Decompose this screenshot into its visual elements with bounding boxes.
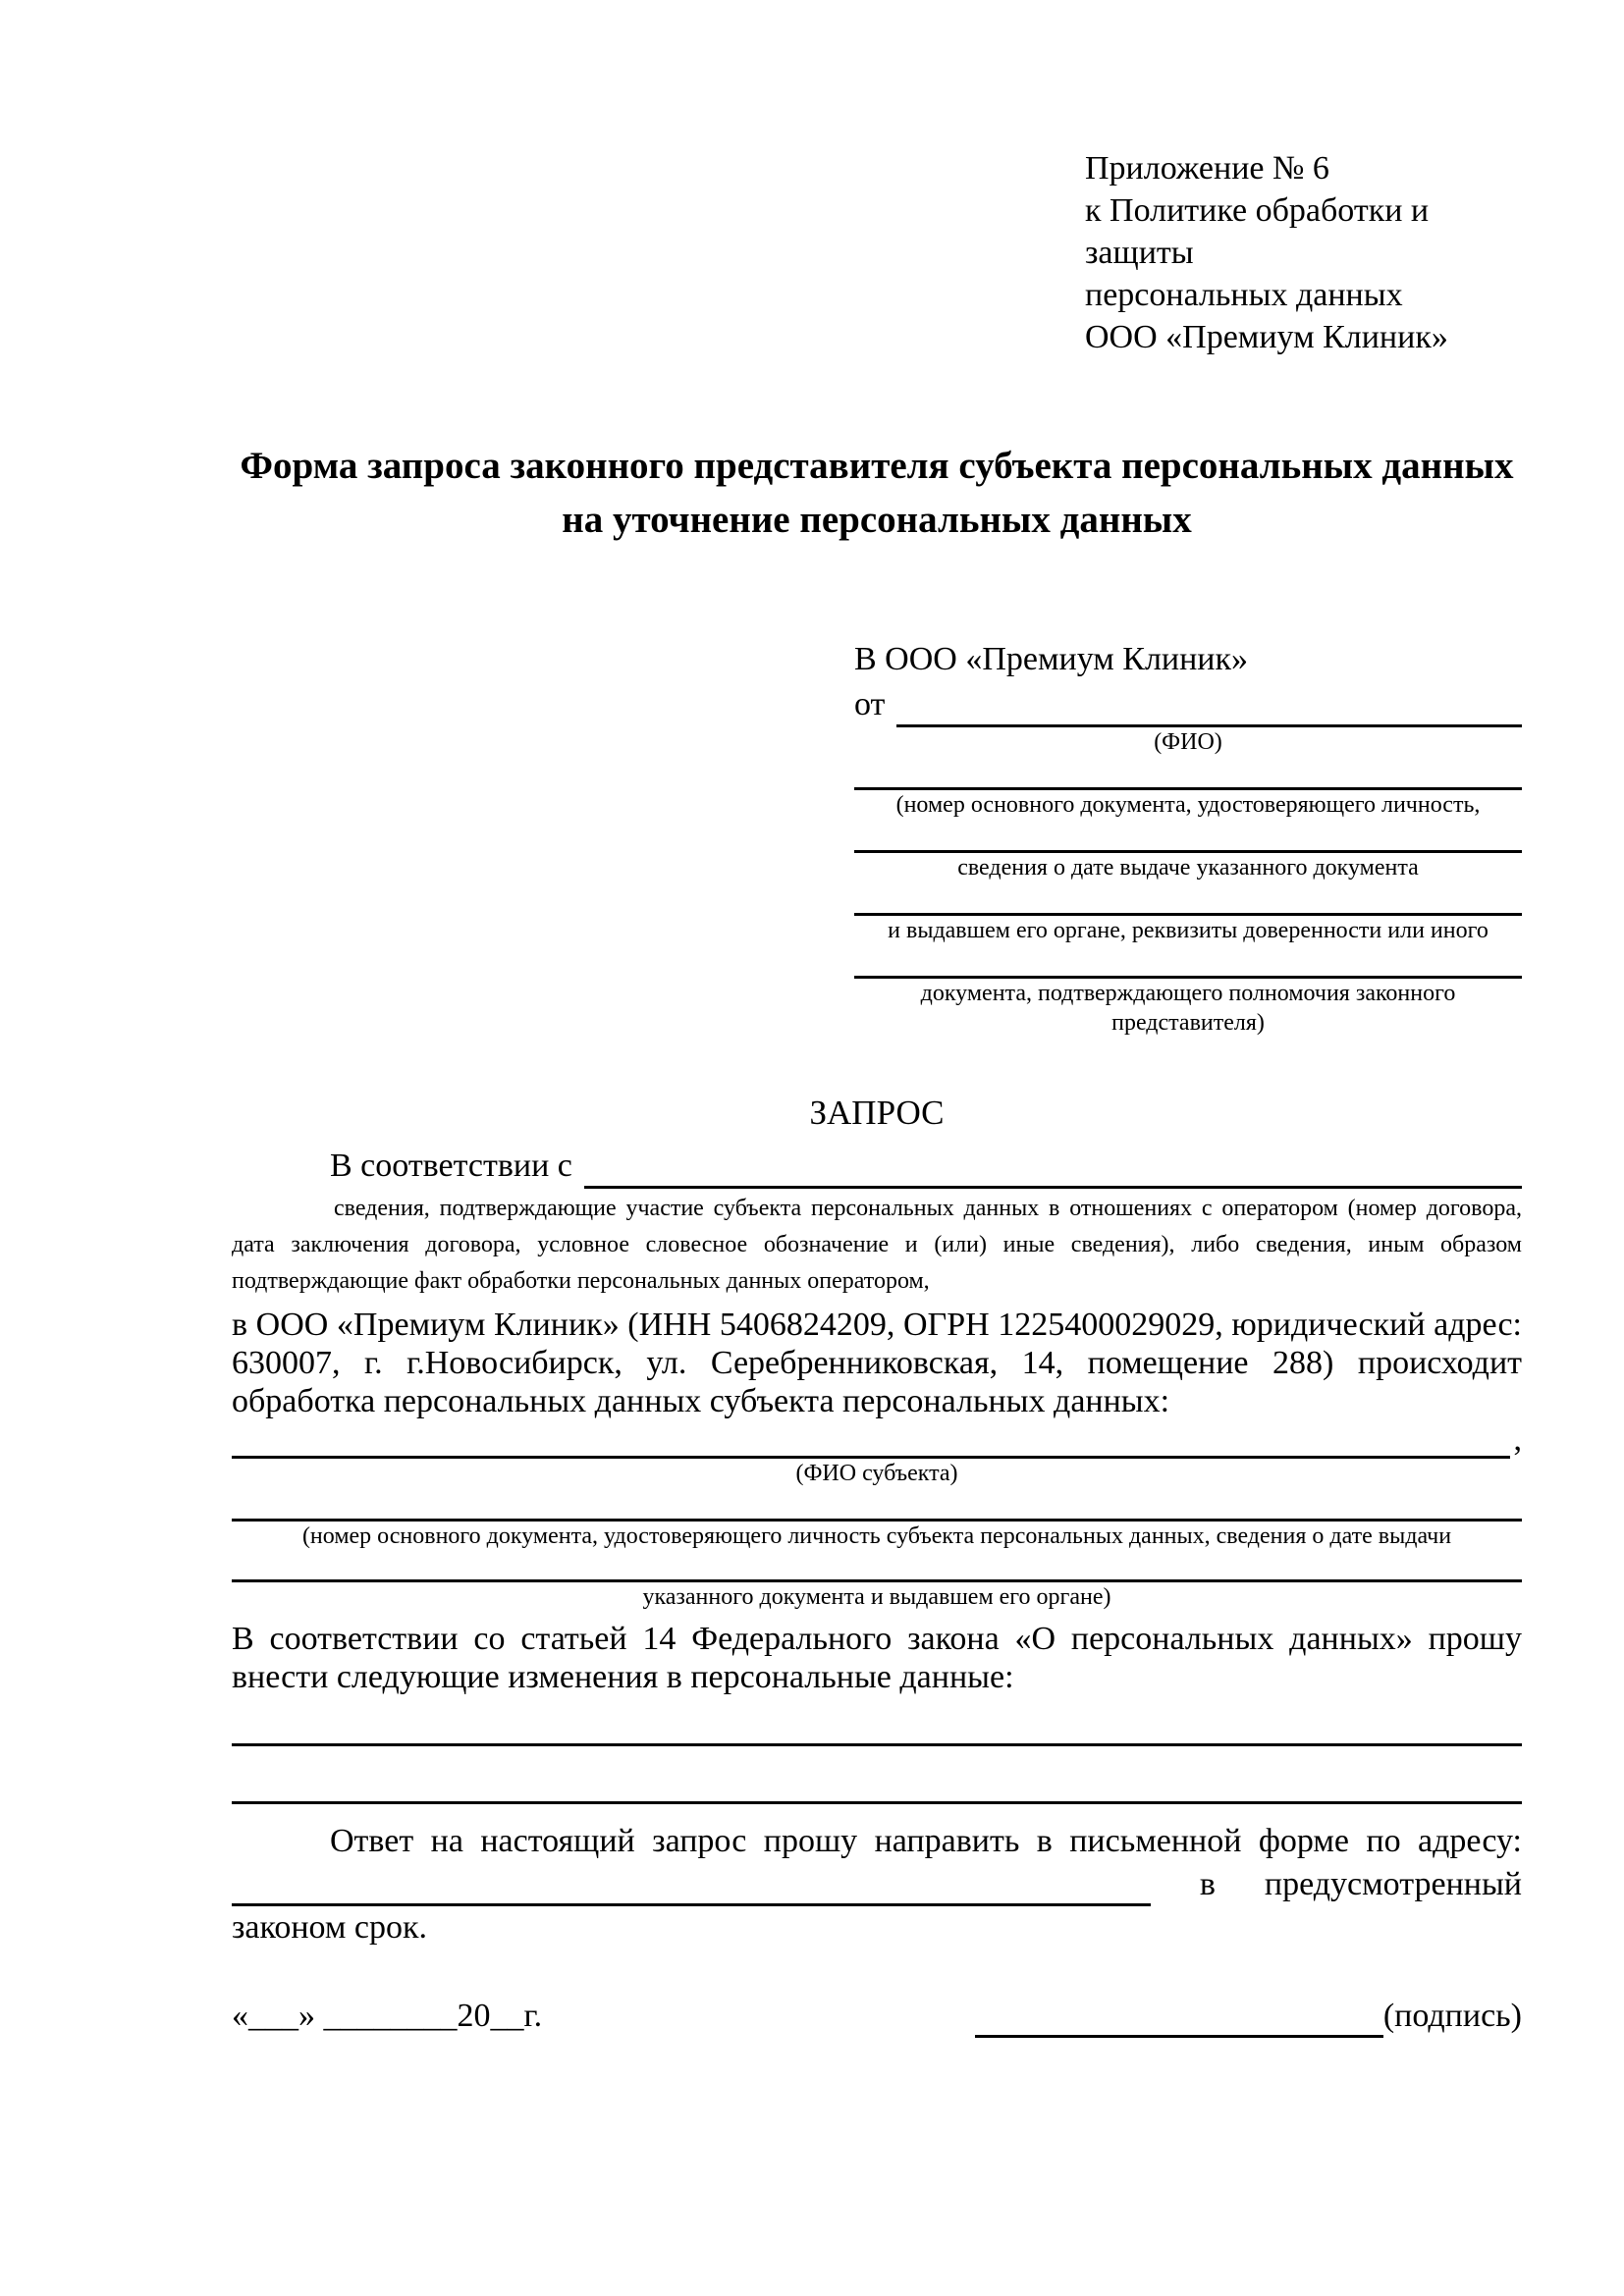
subject-doc-blank-2 (232, 1551, 1522, 1582)
subject-doc-blank-1 (232, 1490, 1522, 1522)
amendment-blank-2 (232, 1801, 1522, 1804)
signature-blank (975, 2002, 1383, 2038)
accordance-fill-blank (584, 1151, 1522, 1189)
representative-doc-caption-1: (номер основного документа, удостоверяющего личность, (895, 792, 1481, 818)
subject-doc-caption-2: указанного документа и выдавшем его органе) (642, 1584, 1111, 1610)
answer-word-1: в (1199, 1866, 1216, 1902)
subject-fio-row (232, 1420, 1522, 1459)
representative-doc-blank-1 (854, 757, 1522, 790)
appendix-line-2: к Политике обработки и защиты (1085, 192, 1430, 271)
subject-fio-caption: (ФИО субъекта) (795, 1461, 958, 1486)
from-row (854, 682, 1522, 727)
form-title-line-2: на уточнение персональных данных (562, 499, 1192, 541)
trailing-comma: , (1513, 1421, 1522, 1458)
date-field: «___» ________20__г. (232, 1998, 543, 2034)
answer-line-1: Ответ на настоящий запрос прошу направить в письменной форме по адресу: (330, 1823, 1522, 1859)
subject-fio-blank (232, 1429, 1510, 1459)
appendix-line-1: Приложение № 6 (1085, 150, 1329, 187)
appendix-block (1085, 147, 1522, 358)
answer-word-2: предусмотренный (1264, 1866, 1522, 1902)
from-fill-blank (896, 690, 1522, 727)
signature-group (975, 1995, 1522, 2038)
form-title-line-1: Форма запроса законного представителя субъекта персональных данных (240, 445, 1514, 487)
answer-address-blank (232, 1871, 1151, 1906)
representative-doc-caption-3: и выдавшем его органе, реквизиты доверенности или иного (888, 918, 1489, 943)
addressee-organization: В ООО «Премиум Клиник» (854, 641, 1249, 677)
from-label: от (854, 686, 886, 722)
representative-doc-blank-4 (854, 945, 1522, 979)
subject-doc-caption-1: (номер основного документа, удостоверяющего личность субъекта персональных данных, сведения о дате выдачи (301, 1523, 1452, 1549)
operator-paragraph: в ООО «Премиум Клиник» (ИНН 5406824209, ОГРН 1225400029029, юридический адрес: 630007, г. г.Новосибирск, ул. Серебренниковская, 14, помещение 288) происходит обработка персональных данных субъекта персональных данных: (232, 1307, 1522, 1419)
representative-doc-blank-3 (854, 882, 1522, 916)
accordance-row (232, 1144, 1522, 1189)
signature-caption: (подпись) (1382, 1998, 1522, 2034)
accordance-label: В соответствии с (330, 1148, 572, 1184)
request-heading: ЗАПРОС (809, 1094, 945, 1132)
accordance-caption: сведения, подтверждающие участие субъекта персональных данных в отношениях с оператором (номер договора, дата заключения договора, условное словесное обозначение и (или) иные сведения), либо сведения, иным образом подтверждающие факт обработки персональных данных оператором, (232, 1196, 1522, 1294)
document-content (232, 0, 1522, 2038)
form-title (232, 439, 1522, 547)
fio-caption: (ФИО) (1154, 729, 1222, 755)
answer-line-3: законом срок. (232, 1909, 427, 1946)
appendix-line-4: ООО «Премиум Клиник» (1085, 319, 1448, 355)
addressee-block (854, 637, 1522, 1038)
representative-doc-caption-2: сведения о дате выдаче указанного документа (957, 855, 1419, 881)
answer-line-2 (232, 1863, 1522, 1906)
amendment-blank-1 (232, 1743, 1522, 1746)
footer-row (232, 1995, 1522, 2038)
appendix-line-3: персональных данных (1085, 277, 1403, 313)
amendment-paragraph: В соответствии со статьей 14 Федерального закона «О персональных данных» прошу внести следующие изменения в персональные данные: (232, 1621, 1522, 1695)
representative-doc-blank-2 (854, 820, 1522, 853)
representative-doc-caption-4: документа, подтверждающего полномочия законного представителя) (920, 981, 1456, 1036)
